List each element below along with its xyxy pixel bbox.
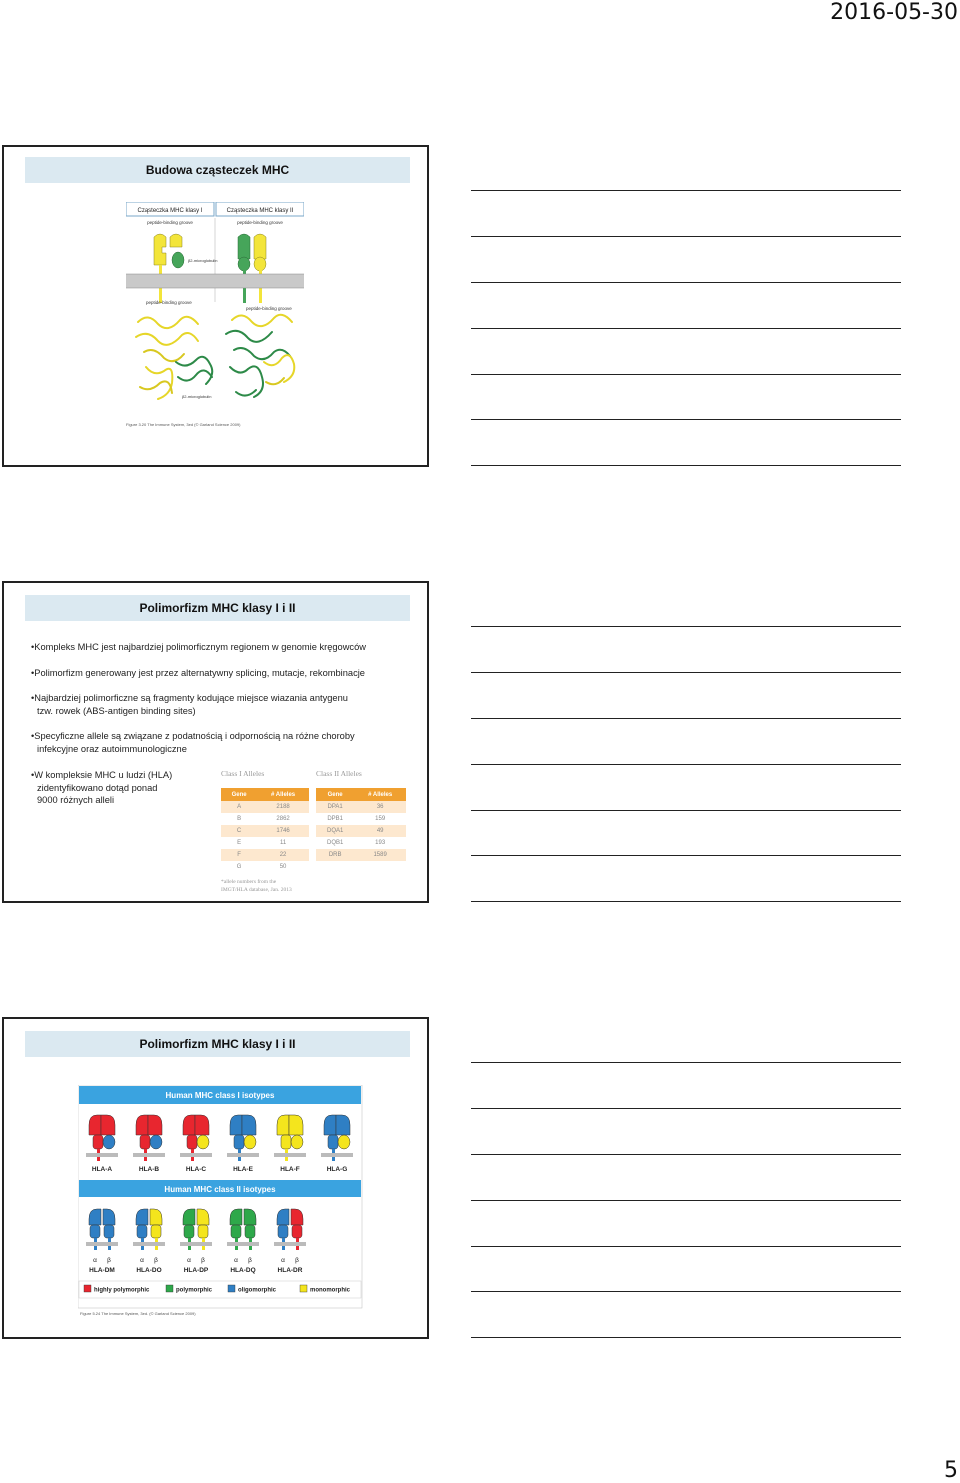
beta-label: β: [154, 1257, 158, 1264]
b2m-ribbon-label: β2-microglobulin: [182, 394, 212, 399]
class1-isotype-label: HLA-B: [138, 1166, 160, 1173]
footnote-line-2: IMGT/HLA database, Jan. 2013: [221, 887, 292, 893]
note-line: [471, 236, 901, 237]
class2-isotype-label: HLA-DR: [277, 1267, 303, 1274]
bullet-2: [31, 667, 411, 680]
cell: 11: [257, 837, 309, 849]
table-row: [221, 861, 309, 873]
cell: 50: [257, 861, 309, 873]
cell: DQB1: [316, 837, 354, 849]
slide-1: [2, 145, 429, 467]
note-line: [471, 419, 901, 420]
bullet-5: [31, 769, 211, 807]
bullet-3: [31, 692, 411, 717]
class2-isotype-label: HLA-DO: [136, 1267, 162, 1274]
legend-swatch: [300, 1285, 307, 1292]
table-row: [221, 837, 309, 849]
class1-isotypes-header: Human MHC class I isotypes: [165, 1091, 275, 1100]
cell: 1746: [257, 825, 309, 837]
class1-groove-label: peptide-binding groove: [147, 220, 193, 225]
cell: A: [221, 801, 257, 813]
class1-header-gene: Gene: [221, 788, 257, 801]
page-number: 5: [944, 1458, 958, 1483]
note-line: [471, 901, 901, 902]
cell: 22: [257, 849, 309, 861]
bullet-4-continuation: infekcyjne oraz autoimmunologiczne: [37, 743, 187, 754]
table-row: [316, 813, 406, 825]
class2-groove-label: peptide-binding groove: [237, 220, 283, 225]
cell: 159: [354, 813, 406, 825]
cell: DPB1: [316, 813, 354, 825]
class2-ribbon-groove: peptide-binding groove: [246, 306, 292, 311]
note-line: [471, 1246, 901, 1247]
cell: 193: [354, 837, 406, 849]
class2-header-alleles: # Alleles: [354, 788, 406, 801]
class2-header-gene: Gene: [316, 788, 354, 801]
hla-isotypes-figure: [78, 1085, 366, 1317]
class2-label: Cząsteczka MHC klasy II: [226, 208, 294, 214]
bullet-5-line3: 9000 różnych alleli: [37, 795, 115, 805]
bullet-4-text: •Specyficzne allele są związane z podatnością i odpornością na różne choroby: [31, 731, 355, 741]
slide-2-title: Polimorfizm MHC klasy I i II: [25, 595, 410, 621]
table-row: [221, 849, 309, 861]
bullet-3-text: •Najbardziej polimorficzne są fragmenty kodujące miejsce wiazania antygenu: [31, 693, 348, 703]
mhc-structure-figure: [126, 202, 304, 430]
bullet-2-text: •Polimorfizm generowany jest przez alternatywny splicing, mutacje, rekombinacje: [31, 668, 365, 678]
legend-label: monomorphic: [310, 1287, 350, 1294]
figure-1-caption: Figure 3.20 The Immune System, 3ed (© Garland Science 2009): [126, 422, 241, 427]
class2-alleles-table: [316, 769, 408, 869]
slide-2: [2, 581, 429, 903]
beta-label: β: [201, 1257, 205, 1264]
note-line: [471, 1108, 901, 1109]
slide-1-title: Budowa cząsteczek MHC: [25, 157, 410, 183]
class1-isotype-label: HLA-E: [233, 1166, 253, 1173]
note-line: [471, 626, 901, 627]
class1-header-alleles: # Alleles: [257, 788, 309, 801]
note-line: [471, 764, 901, 765]
note-line: [471, 1062, 901, 1063]
class2-isotype-label: HLA-DP: [183, 1267, 209, 1274]
bullet-3-continuation: tzw. rowek (ABS-antigen binding sites): [37, 705, 196, 716]
class1-isotype-label: HLA-C: [185, 1166, 207, 1173]
cell: 2188: [257, 801, 309, 813]
b2m-label: β2-microglobulin: [188, 258, 218, 263]
cell: B: [221, 813, 257, 825]
class2-isotype-label: HLA-DQ: [230, 1267, 256, 1274]
class2-table: [316, 788, 406, 861]
class2-isotype-label: HLA-DM: [89, 1267, 115, 1274]
figure-3-caption: Figure 5.24 The Immune System, 3ed. (© Garland Science 2009): [80, 1311, 196, 1316]
footnote-line-1: *allele numbers from the: [221, 879, 277, 885]
bullet-5-line2: zidentyfikowano dotąd ponad: [37, 782, 158, 793]
slide-3: [2, 1017, 429, 1339]
alpha-label: α: [93, 1257, 97, 1264]
cell: DPA1: [316, 801, 354, 813]
table-row: [221, 813, 309, 825]
note-line: [471, 672, 901, 673]
cell: 2862: [257, 813, 309, 825]
legend-swatch: [166, 1285, 173, 1292]
note-line: [471, 855, 901, 856]
alpha-label: α: [234, 1257, 238, 1264]
class1-isotype-label: HLA-G: [326, 1166, 348, 1173]
class1-label: Cząsteczka MHC klasy I: [137, 208, 203, 214]
class1-isotype-label: HLA-A: [91, 1166, 113, 1173]
bullet-1: [31, 641, 411, 654]
bullet-1-text: •Kompleks MHC jest najbardziej polimorficznym regionem w genomie kręgowców: [31, 642, 366, 652]
class1-table: [221, 788, 309, 873]
legend-label: oligomorphic: [238, 1287, 276, 1294]
cell: C: [221, 825, 257, 837]
class1-alleles-table: [221, 769, 311, 879]
cell: 1589: [354, 849, 406, 861]
class2-isotypes-header: Human MHC class II isotypes: [164, 1185, 276, 1194]
cell: DQA1: [316, 825, 354, 837]
note-line: [471, 1154, 901, 1155]
polymorphism-legend: [79, 1281, 361, 1298]
legend-swatch: [84, 1285, 91, 1292]
note-line: [471, 810, 901, 811]
legend-label: polymorphic: [176, 1287, 213, 1294]
cell: F: [221, 849, 257, 861]
note-line: [471, 718, 901, 719]
alleles-footnote: [221, 878, 321, 894]
note-line: [471, 282, 901, 283]
note-line: [471, 1291, 901, 1292]
bullet-4: [31, 730, 411, 755]
alpha-label: α: [187, 1257, 191, 1264]
note-line: [471, 328, 901, 329]
bullet-5-line1: •W kompleksie MHC u ludzi (HLA): [31, 770, 173, 780]
class2-alleles-caption: Class II Alleles: [316, 769, 362, 778]
note-line: [471, 374, 901, 375]
class1-isotype-label: HLA-F: [280, 1166, 300, 1173]
beta-label: β: [248, 1257, 252, 1264]
table-row: [221, 825, 309, 837]
table-row: [316, 837, 406, 849]
cell: DRB: [316, 849, 354, 861]
note-line: [471, 465, 901, 466]
cell: 36: [354, 801, 406, 813]
class1-ribbon-groove: peptide-binding groove: [146, 300, 192, 305]
cell: 49: [354, 825, 406, 837]
slide-3-title: Polimorfizm MHC klasy I i II: [25, 1031, 410, 1057]
beta-label: β: [107, 1257, 111, 1264]
legend-label: highly polymorphic: [94, 1287, 150, 1294]
cell: E: [221, 837, 257, 849]
alpha-label: α: [140, 1257, 144, 1264]
note-line: [471, 1337, 901, 1338]
table-row: [316, 849, 406, 861]
note-line: [471, 190, 901, 191]
class1-alleles-caption: Class I Alleles: [221, 769, 265, 778]
table-row: [316, 825, 406, 837]
document-date: 2016-05-30: [830, 0, 958, 25]
alpha-label: α: [281, 1257, 285, 1264]
note-line: [471, 1200, 901, 1201]
table-row: [221, 801, 309, 813]
legend-swatch: [228, 1285, 235, 1292]
cell: G: [221, 861, 257, 873]
table-row: [316, 801, 406, 813]
beta-label: β: [295, 1257, 299, 1264]
